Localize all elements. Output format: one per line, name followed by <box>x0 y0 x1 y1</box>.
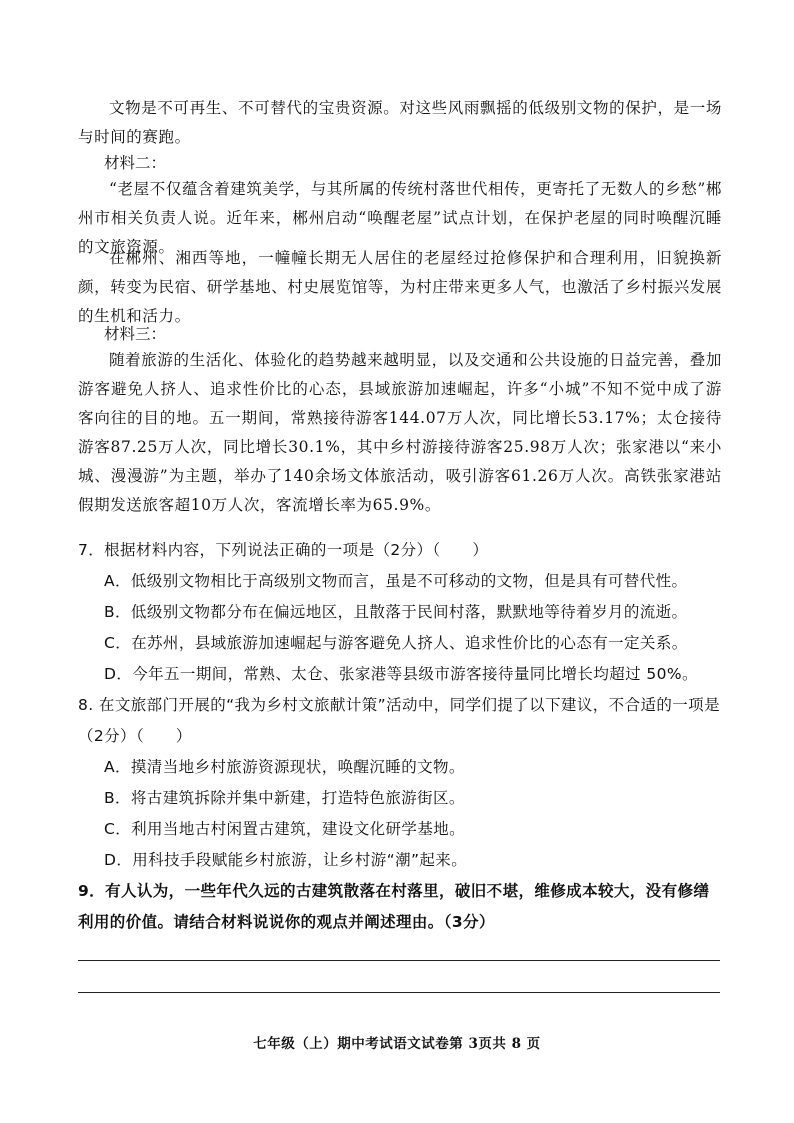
answer-line-2[interactable] <box>78 992 720 993</box>
question-8-option-b: B．将古建筑拆除并集中新建，打造特色旅游街区。 <box>104 789 465 807</box>
material2-heading: 材料二： <box>104 154 167 172</box>
material1-closing-paragraph: 文物是不可再生、不可替代的宝贵资源。对这些风雨飘摇的低级别文物的保护，是一场与时间的赛跑。 <box>78 99 722 146</box>
material3-heading: 材料三： <box>104 325 167 343</box>
question-8-option-a: A．摸清当地乡村旅游资源现状，唤醒沉睡的文物。 <box>104 758 465 776</box>
material2-paragraph-2: 在郴州、湘西等地，一幢幢长期无人居住的老屋经过抢修保护和合理利用，旧貌换新颜，转变为民宿、研学基地、村史展览馆等，为村庄带来更多人气，也激活了乡村振兴发展的生机和活力。 <box>78 249 723 325</box>
question-9-stem: 9．有人认为，一些年代久远的古建筑散落在村落里，破旧不堪，维修成本较大，没有修缮利用的价值。请结合材料说说你的观点并阐述理由。（3分） <box>78 882 710 931</box>
question-7-option-d: D．今年五一期间，常熟、太仓、张家港等县级市游客接待量同比增长均超过 50%。 <box>104 665 698 683</box>
question-7-stem: 7．根据材料内容，下列说法正确的一项是（2分）（ ） <box>78 541 489 559</box>
question-7-option-b: B．低级别文物都分布在偏远地区，且散落于民间村落，默默地等待着岁月的流逝。 <box>104 603 688 621</box>
page-footer: 七年级（上）期中考试语文试卷第 3页共 8 页 <box>253 1036 541 1052</box>
question-7-option-c: C．在苏州，县域旅游加速崛起与游客避免人挤人、追求性价比的心态有一定关系。 <box>104 634 688 652</box>
question-7-option-a: A．低级别文物相比于高级别文物而言，虽是不可移动的文物，但是具有可替代性。 <box>104 572 688 590</box>
material2-paragraph-1: “老屋不仅蕴含着建筑美学，与其所属的传统村落世代相传，更寄托了无数人的乡愁”郴州市相关负责人说。近年来，郴州启动“唤醒老屋”试点计划，在保护老屋的同时唤醒沉睡的文旅资源。 <box>78 180 722 256</box>
question-8-option-c: C．利用当地古村闲置古建筑，建设文化研学基地。 <box>104 820 466 838</box>
material3-paragraph-1: 随着旅游的生活化、体验化的趋势越来越明显，以及交通和公共设施的日益完善，叠加游客避免人挤人、追求性价比的心态，县域旅游加速崛起，许多“小城”不知不觉中成了游客向往的目的地。五一期间，常熟接待游客144.07万人次，同比增长53.17%；太仓接待游客87.25万人次，同比增长30.1%，其中乡村游接待游客25.98万人次；张家港以“来小城、漫漫游”为主题，举办了140余场文体旅活动，吸引游客61.26万人次。高铁张家港站假期发送旅客超10万人次，客流增长率为65.9%。 <box>78 351 722 514</box>
question-8-stem: 8. 在文旅部门开展的“我为乡村文旅献计策”活动中，同学们提了以下建议，不合适的一项是（2分）（ ） <box>78 696 720 745</box>
question-8-option-d: D．用科技手段赋能乡村旅游，让乡村游“潮”起来。 <box>104 851 468 869</box>
answer-line-1[interactable] <box>78 960 720 961</box>
